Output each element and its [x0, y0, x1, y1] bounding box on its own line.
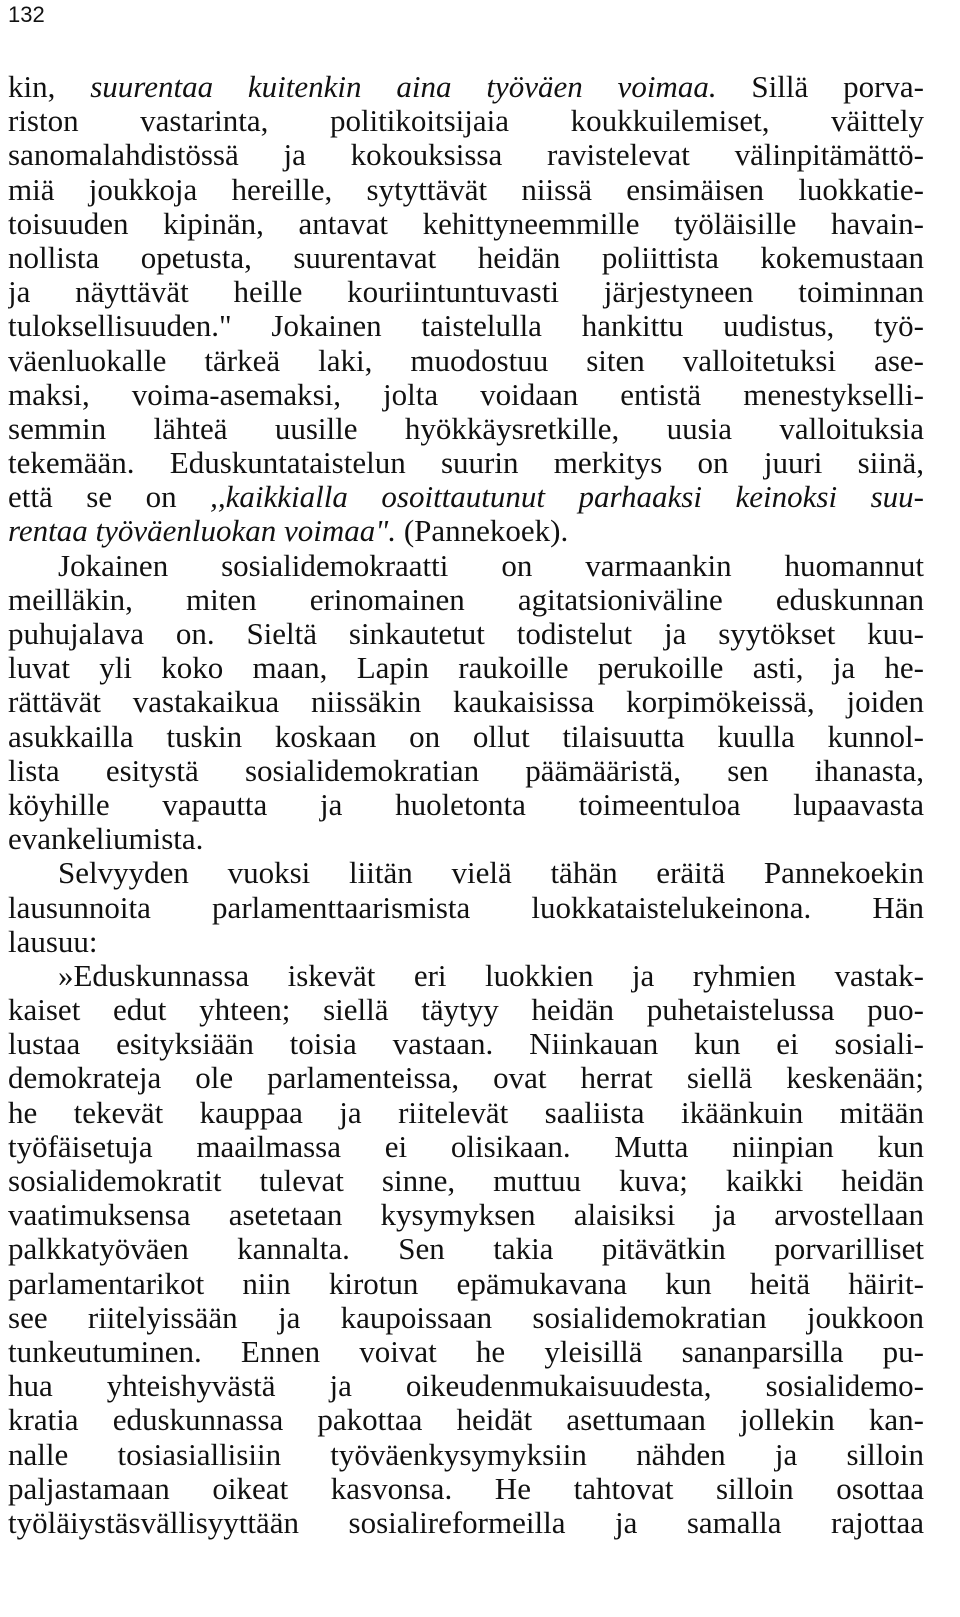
line-text: kratia eduskunnassa pakottaa heidät asettumaan jollekin kan-	[8, 1403, 924, 1438]
line-text: miä joukkoja hereille, sytyttävät niissä ensimäisen luokkatie-	[8, 172, 924, 207]
text-line	[8, 1061, 924, 1095]
line-text: demokrateja ole parlamenteissa, ovat herrat siellä keskenään;	[8, 1061, 924, 1096]
line-text: Selvyyden vuoksi liitän vielä tähän eräitä Pannekoekin	[58, 856, 924, 891]
text-line	[8, 993, 924, 1027]
line-text: semmin lähteä uusille hyökkäysretkille, uusia valloituksia	[8, 411, 924, 446]
text-line	[8, 1027, 924, 1061]
text-line	[8, 1130, 924, 1164]
text-line	[8, 1403, 924, 1437]
line-text: ja näyttävät heille kouriintuntuvasti järjestyneen toiminnan	[8, 275, 924, 310]
text-line	[8, 891, 924, 925]
line-text: lustaa esityksiään toisia vastaan. Niinkauan kun ei sosiali-	[8, 1027, 924, 1062]
text-line	[8, 1472, 924, 1506]
line-text: »Eduskunnassa iskevät eri luokkien ja ryhmien vastak-	[58, 958, 924, 993]
line-text: paljastamaan oikeat kasvonsa. He tahtovat silloin osottaa	[8, 1471, 924, 1506]
line-text: tuloksellisuuden." Jokainen taistelulla hankittu uudistus, työ-	[8, 309, 924, 344]
text-line	[8, 788, 924, 822]
line-text: vaatimuksensa asetetaan kysymyksen alaisiksi ja arvostellaan	[8, 1198, 924, 1233]
text-line	[8, 754, 924, 788]
text-line	[8, 925, 924, 959]
line-text: lista esitystä sosialidemokratian päämääristä, sen ihanasta,	[8, 753, 924, 788]
line-text: nalle tosiasiallisiin työväenkysymyksiin nähden ja silloin	[8, 1437, 924, 1472]
line-text: Jokainen sosialidemokraatti on varmaankin huomannut	[58, 548, 924, 583]
text-line	[8, 1369, 924, 1403]
line-text: tunkeutuminen. Ennen voivat he yleisillä sananparsilla pu-	[8, 1334, 924, 1369]
line-text: sosialidemokratit tulevat sinne, muttuu kuva; kaikki heidän	[8, 1164, 924, 1198]
line-text: luvat yli koko maan, Lapin raukoille perukoille asti, ja he-	[8, 651, 924, 686]
text-line	[8, 822, 924, 856]
line-text: palkkatyöväen kannalta. Sen takia pitävätkin porvarilliset	[8, 1232, 924, 1267]
text-line	[8, 651, 924, 685]
line-text-after: (Pannekoek).	[396, 514, 569, 549]
line-text: evankeliumista.	[8, 822, 204, 857]
line-italic-text: ,,kaikkialla osoittautunut parhaaksi keinoksi suu-	[210, 480, 924, 515]
line-text: nollista opetusta, suurentavat heidän poliittista kokemustaan	[8, 240, 924, 275]
text-line	[8, 959, 924, 993]
line-italic-text: rentaa työväenluokan voimaa".	[8, 514, 397, 549]
line-text: maksi, voima-asemaksi, jolta voidaan entistä menestykselli-	[8, 377, 924, 412]
text-line	[8, 1267, 924, 1301]
text-line	[8, 583, 924, 617]
text-line	[8, 344, 924, 378]
text-line	[8, 70, 924, 104]
text-line	[8, 856, 924, 890]
line-text: see riitelyissään ja kaupoissaan sosialidemokratian joukkoon	[8, 1300, 924, 1335]
text-line	[8, 480, 924, 514]
text-line	[8, 309, 924, 343]
line-text: rättävät vastakaikua niissäkin kaukaisissa korpimökeissä, joiden	[8, 685, 924, 720]
text-line	[8, 720, 924, 754]
line-text: hua yhteishyvästä ja oikeudenmukaisuudesta, sosialidemo-	[8, 1369, 924, 1404]
line-text: kin,	[8, 70, 91, 104]
line-text: kaiset edut yhteen; siellä täytyy heidän puhetaistelussa puo-	[8, 993, 924, 1028]
line-text: työläiystäsvällisyyttään sosialireformeilla ja samalla rajottaa	[8, 1505, 924, 1540]
line-text: asukkailla tuskin koskaan on ollut tilaisuutta kuulla kunnol-	[8, 719, 924, 754]
line-text: riston vastarinta, politikoitsijaia koukkuilemiset, väittely	[8, 104, 924, 139]
line-text: köyhille vapautta ja huoletonta toimeentuloa lupaavasta	[8, 787, 924, 822]
text-line	[8, 514, 924, 548]
text-line	[8, 1506, 924, 1540]
text-line	[8, 207, 924, 241]
line-text: lausunnoita parlamenttaarismista luokkataistelukeinona. Hän	[8, 890, 924, 925]
text-line	[8, 1335, 924, 1369]
line-text: lausuu:	[8, 924, 98, 959]
text-line	[8, 412, 924, 446]
text-line	[8, 1096, 924, 1130]
body-text	[8, 70, 924, 1540]
line-italic-text: suurentaa kuitenkin aina työväen voimaa.	[90, 70, 717, 104]
line-text: puhujalava on. Sieltä sinkautetut todistelut ja syytökset kuu-	[8, 617, 924, 651]
text-line	[8, 1232, 924, 1266]
line-text-after: Sillä porva-	[716, 70, 924, 104]
line-text: meilläkin, miten erinomainen agitatsioniväline eduskunnan	[8, 582, 924, 617]
text-line	[8, 104, 924, 138]
line-text: työfäisetuja maailmassa ei olisikaan. Mutta niinpian kun	[8, 1129, 924, 1164]
text-line	[8, 1198, 924, 1232]
text-line	[8, 549, 924, 583]
text-line	[8, 617, 924, 651]
text-line	[8, 446, 924, 480]
text-line	[8, 275, 924, 309]
line-text: he tekevät kauppaa ja riitelevät saaliista ikäänkuin mitään	[8, 1095, 924, 1130]
text-line	[8, 1438, 924, 1472]
text-line	[8, 1164, 924, 1198]
text-line	[8, 1301, 924, 1335]
line-text: sanomalahdistössä ja kokouksissa ravistelevat välinpitämättö-	[8, 138, 924, 173]
page-number: 132	[8, 2, 45, 27]
text-line	[8, 685, 924, 719]
line-text: parlamentarikot niin kirotun epämukavana kun heitä häirit-	[8, 1266, 924, 1301]
text-line	[8, 173, 924, 207]
line-text: tekemään. Eduskuntataistelun suurin merkitys on juuri siinä,	[8, 446, 924, 481]
text-line	[8, 138, 924, 172]
line-text: väenluokalle tärkeä laki, muodostuu siten valloitetuksi ase-	[8, 343, 924, 378]
line-text: toisuuden kipinän, antavat kehittyneemmille työläisille havain-	[8, 206, 924, 241]
text-line	[8, 241, 924, 275]
line-text: että se on	[8, 480, 211, 515]
text-line	[8, 378, 924, 412]
